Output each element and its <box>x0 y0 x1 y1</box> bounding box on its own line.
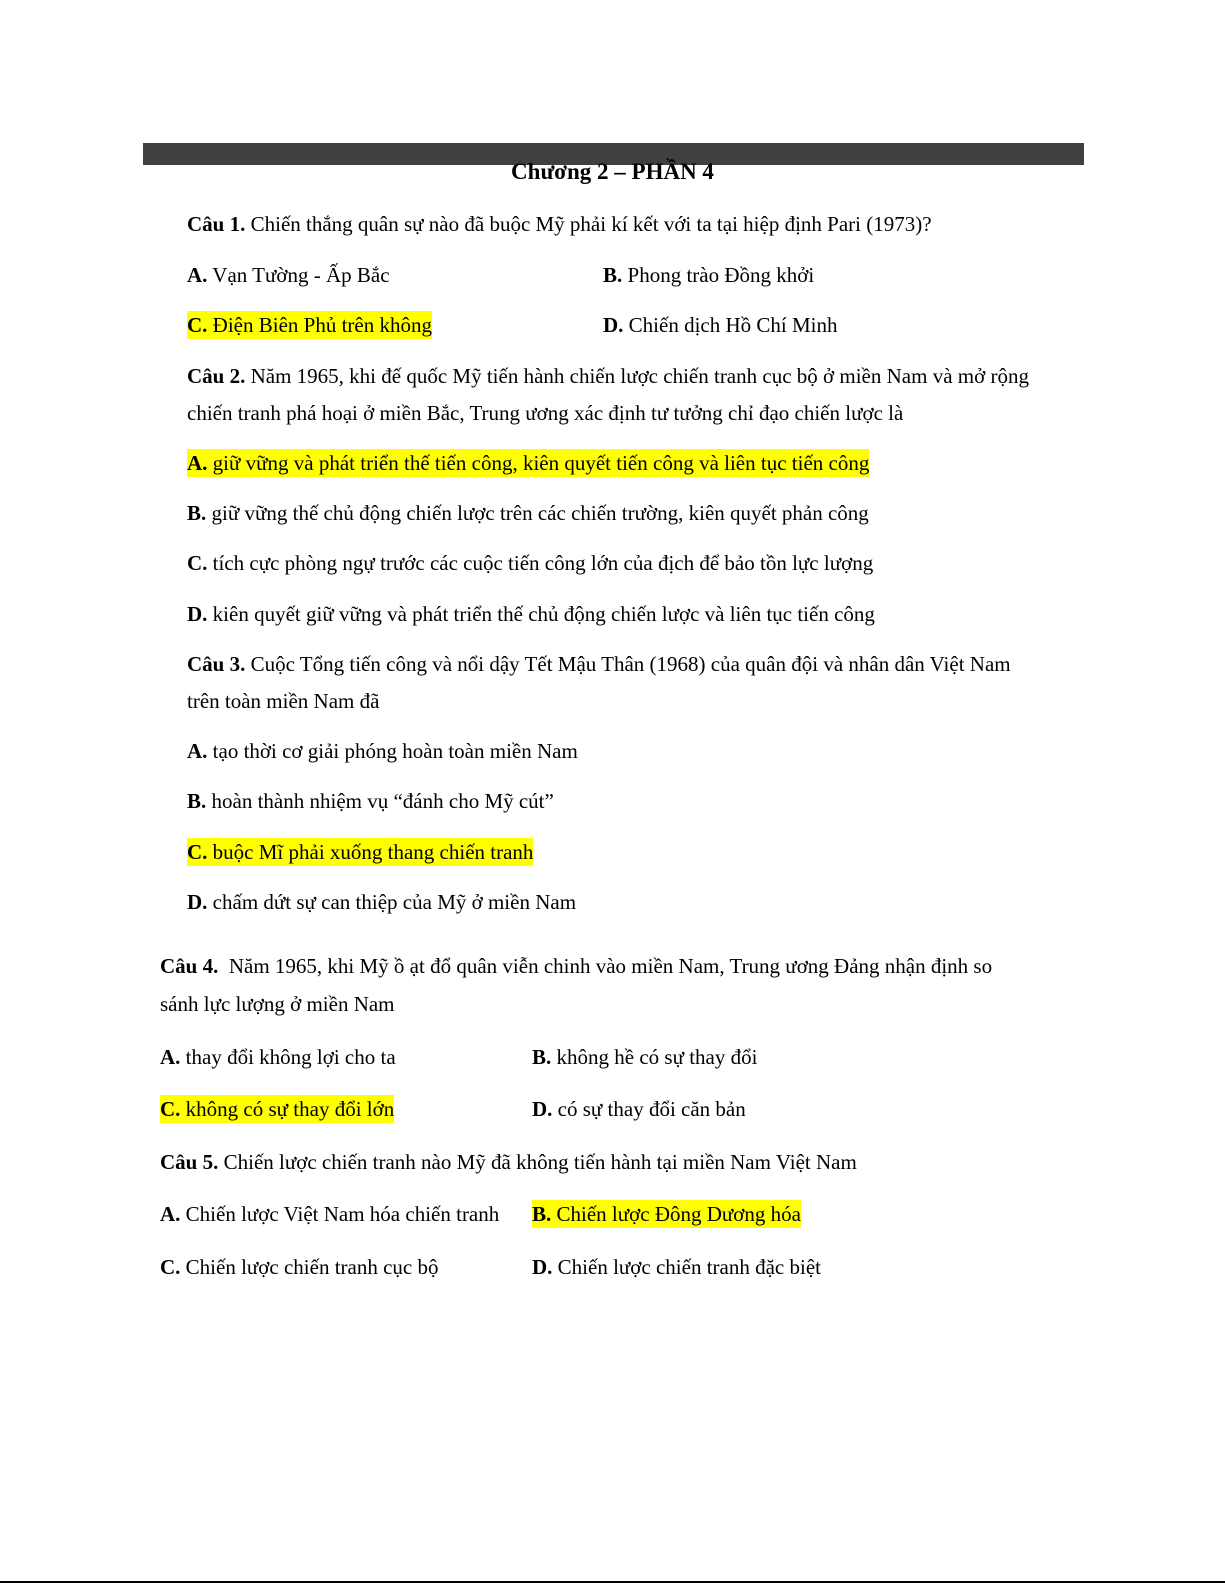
question-3-cont: trên toàn miền Nam đã <box>187 689 380 713</box>
question-text: Chiến thắng quân sự nào đã buộc Mỹ phải kí kết với ta tại hiệp định Pari (1973)? <box>250 212 932 236</box>
option-5b-correct: B. Chiến lược Đông Dương hóa <box>532 1202 801 1226</box>
option-1a: A. Vạn Tường - Ấp Bắc <box>187 263 390 287</box>
option-4d: D. có sự thay đổi căn bản <box>532 1097 746 1121</box>
question-3 <box>187 650 1011 678</box>
page-title: Chương 2 – PHẦN 4 <box>511 159 714 184</box>
option-3c-correct: C. buộc Mĩ phải xuống thang chiến tranh <box>187 840 534 864</box>
option-4a: A. thay đổi không lợi cho ta <box>160 1045 396 1069</box>
option-3d: D. chấm dứt sự can thiệp của Mỹ ở miền Nam <box>187 890 577 914</box>
option-2d: D. kiên quyết giữ vững và phát triển thế chủ động chiến lược và liên tục tiến công <box>187 602 875 626</box>
question-2 <box>187 362 1029 390</box>
question-4 <box>160 952 992 980</box>
question-label: Câu 2. <box>187 364 246 388</box>
question-1 <box>187 210 932 238</box>
option-5a: A. Chiến lược Việt Nam hóa chiến tranh <box>160 1202 500 1226</box>
question-label: Câu 4. <box>160 954 219 978</box>
page-bottom-border <box>0 1581 1225 1583</box>
question-text: Năm 1965, khi đế quốc Mỹ tiến hành chiến lược chiến tranh cục bộ ở miền Nam và mở rộng <box>250 364 1029 388</box>
question-text: Chiến lược chiến tranh nào Mỹ đã không tiến hành tại miền Nam Việt Nam <box>223 1150 857 1174</box>
question-text: Cuộc Tổng tiến công và nổi dậy Tết Mậu Thân (1968) của quân đội và nhân dân Việt Nam <box>250 652 1011 676</box>
question-label: Câu 1. <box>187 212 246 236</box>
option-1b: B. Phong trào Đồng khởi <box>603 263 815 287</box>
question-4-cont: sánh lực lượng ở miền Nam <box>160 992 395 1016</box>
option-3b: B. hoàn thành nhiệm vụ “đánh cho Mỹ cút” <box>187 789 554 813</box>
option-1c-correct: C. Điện Biên Phủ trên không <box>187 313 432 337</box>
option-2a-correct: A. giữ vững và phát triển thế tiến công, kiên quyết tiến công và liên tục tiến công <box>187 451 870 475</box>
question-2-cont: chiến tranh phá hoại ở miền Bắc, Trung ương xác định tư tưởng chỉ đạo chiến lược là <box>187 401 904 425</box>
option-2b: B. giữ vững thế chủ động chiến lược trên các chiến trường, kiên quyết phản công <box>187 501 869 525</box>
option-5d: D. Chiến lược chiến tranh đặc biệt <box>532 1255 821 1279</box>
option-4b: B. không hề có sự thay đổi <box>532 1045 758 1069</box>
question-5 <box>160 1148 857 1176</box>
option-3a: A. tạo thời cơ giải phóng hoàn toàn miền Nam <box>187 739 578 763</box>
option-2c: C. tích cực phòng ngự trước các cuộc tiến công lớn của địch để bảo tồn lực lượng <box>187 551 874 575</box>
option-5c: C. Chiến lược chiến tranh cục bộ <box>160 1255 439 1279</box>
question-label: Câu 5. <box>160 1150 219 1174</box>
option-1d: D. Chiến dịch Hồ Chí Minh <box>603 313 838 337</box>
option-4c-correct: C. không có sự thay đổi lớn <box>160 1097 395 1121</box>
question-text: Năm 1965, khi Mỹ ồ ạt đổ quân viễn chinh vào miền Nam, Trung ương Đảng nhận định so <box>228 954 993 978</box>
question-label: Câu 3. <box>187 652 246 676</box>
